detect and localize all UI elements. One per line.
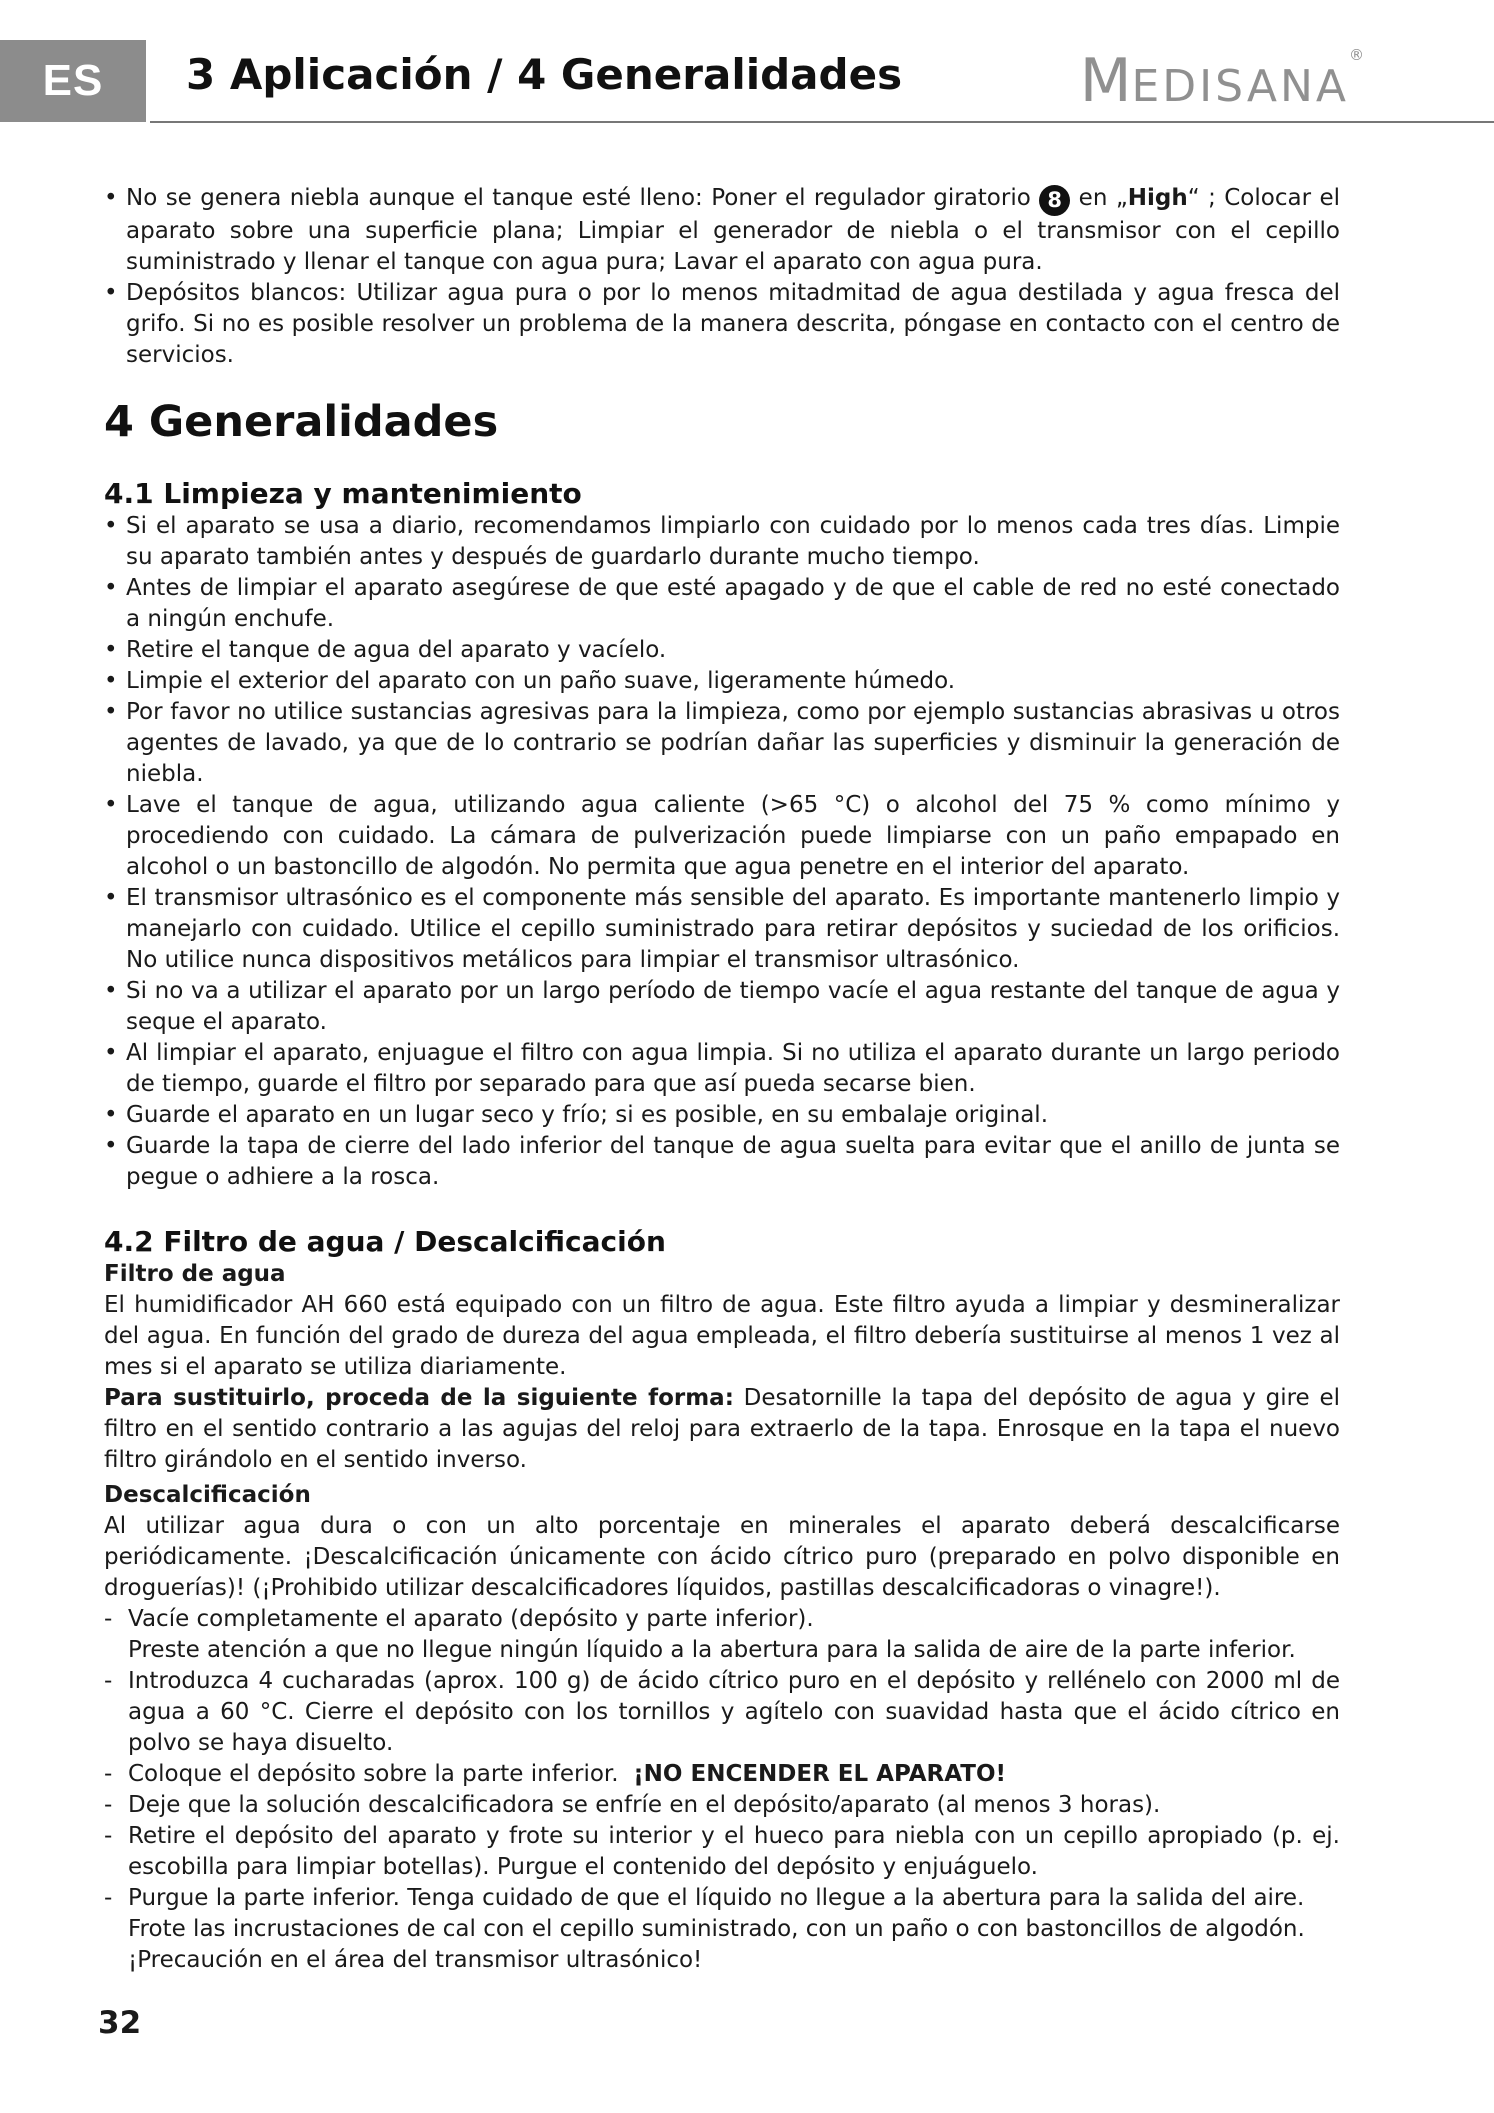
descale-heading: Descalcificación	[104, 1482, 311, 1508]
list-item: • Lave el tanque de agua, utilizando agua caliente (>65 °C) o alcohol del 75 % como mínimo y procediendo con cuidado. La cámara de pulverización puede limpiarse con un paño empapado en alcohol o un bastoncillo de algodón. No permita que agua penetre en el interior del aparato.	[104, 790, 1340, 883]
logo-rest: EDISANA	[1131, 61, 1349, 112]
bullet-text: No se genera niebla aunque el tanque esté lleno: Poner el regulador giratorio	[126, 185, 1031, 211]
cleaning-list	[104, 511, 1340, 1193]
list-item: • Al limpiar el aparato, enjuague el filtro con agua limpia. Si no utiliza el aparato durante un largo periodo de tiempo, guarde el filtro por separado para que así pueda secarse bien.	[104, 1038, 1340, 1100]
step-text: Preste atención a que no llegue ningún líquido a la abertura para la salida de aire de la parte inferior.	[128, 1637, 1296, 1663]
list-item: • Retire el tanque de agua del aparato y vacíelo.	[104, 635, 1340, 666]
control-number-badge: 8	[1039, 185, 1070, 216]
list-item	[104, 1604, 1340, 1666]
subsection-heading: 4.2 Filtro de agua / Descalcificación	[104, 1225, 666, 1258]
step-text: Vacíe completamente el aparato (depósito y parte inferior).	[128, 1606, 814, 1632]
logo-initial: M	[1079, 46, 1132, 116]
filter-heading: Filtro de agua	[104, 1261, 286, 1287]
list-item: • Guarde la tapa de cierre del lado inferior del tanque de agua suelta para evitar que el anillo de junta se pegue o adhiere a la rosca.	[104, 1131, 1340, 1193]
list-item: • Guarde el aparato en un lugar seco y frío; si es posible, en su embalaje original.	[104, 1100, 1340, 1131]
list-item	[104, 1883, 1340, 1976]
language-tab: ES	[0, 40, 146, 122]
list-item	[104, 183, 1340, 278]
list-item: • Limpie el exterior del aparato con un paño suave, ligeramente húmedo.	[104, 666, 1340, 697]
descale-steps	[104, 1604, 1340, 1976]
bullet-text: en „	[1078, 185, 1128, 211]
list-item: • Por favor no utilice sustancias agresivas para la limpieza, como por ejemplo sustancias abrasivas u otros agentes de lavado, ya que de lo contrario se podrían dañar las superficies y disminuir la generación de niebla.	[104, 697, 1340, 790]
logo-registered-mark: ®	[1349, 46, 1364, 64]
main-content	[104, 183, 1340, 1976]
step-text: Purgue la parte inferior. Tenga cuidado de que el líquido no llegue a la abertura para la salida del aire.	[128, 1885, 1305, 1911]
header-divider	[150, 121, 1494, 123]
step-text: ¡Precaución en el área del transmisor ultrasónico!	[128, 1947, 703, 1973]
descale-paragraph: Al utilizar agua dura o con un alto porcentaje en minerales el aparato deberá descalcificarse periódicamente. ¡Descalcificación únicamente con ácido cítrico puro (preparado en polvo disponible en droguerías)! (¡Prohibido utilizar descalcificadores líquidos, pastillas descalcificadoras o vinagre!).	[104, 1513, 1340, 1601]
replace-paragraph	[104, 1383, 1340, 1476]
list-item: - Retire el depósito del aparato y frote su interior y el hueco para niebla con un cepillo apropiado (p. ej. escobilla para limpiar botellas). Purgue el contenido del depósito y enjuáguelo.	[104, 1821, 1340, 1883]
page-number: 32	[98, 2005, 142, 2041]
replace-text: Desatornille la tapa del depósito de agua y gire el filtro en el sentido contrario a las agujas del reloj para extraerlo de la tapa. Enrosque en la tapa el nuevo filtro girándolo en el sentido inverso.	[104, 1385, 1340, 1473]
section-heading: 4 Generalidades	[104, 397, 499, 447]
list-item: • Si el aparato se usa a diario, recomendamos limpiarlo con cuidado por lo menos cada tres días. Limpie su aparato también antes y después de guardarlo durante mucho tiempo.	[104, 511, 1340, 573]
brand-logo	[1080, 46, 1364, 116]
list-item	[104, 1759, 1340, 1790]
page-title: 3 Aplicación / 4 Generalidades	[186, 50, 903, 99]
list-item: - Introduzca 4 cucharadas (aprox. 100 g) de ácido cítrico puro en el depósito y rellénelo con 2000 ml de agua a 60 °C. Cierre el depósito con los tornillos y agítelo con suavidad hasta que el ácido cítrico en polvo se haya disuelto.	[104, 1666, 1340, 1759]
list-item: - Deje que la solución descalcificadora se enfríe en el depósito/aparato (al menos 3 horas).	[104, 1790, 1340, 1821]
setting-high: High	[1127, 185, 1188, 211]
list-item: • El transmisor ultrasónico es el componente más sensible del aparato. Es importante mantenerlo limpio y manejarlo con cuidado. Utilice el cepillo suministrado para retirar depósitos y suciedad de los orificios. No utilice nunca dispositivos metálicos para limpiar el transmisor ultrasónico.	[104, 883, 1340, 976]
list-item: • Antes de limpiar el aparato asegúrese de que esté apagado y de que el cable de red no esté conectado a ningún enchufe.	[104, 573, 1340, 635]
replace-lead: Para sustituirlo, proceda de la siguiente forma:	[104, 1385, 734, 1411]
step-text: Coloque el depósito sobre la parte inferior.	[128, 1761, 619, 1787]
list-item: • Depósitos blancos: Utilizar agua pura o por lo menos mitadmitad de agua destilada y agua fresca del grifo. Si no es posible resolver un problema de la manera descrita, póngase en contacto con el centro de servicios.	[104, 278, 1340, 371]
step-text: Frote las incrustaciones de cal con el cepillo suministrado, con un paño o con bastoncillos de algodón.	[128, 1916, 1305, 1942]
list-item: • Si no va a utilizar el aparato por un largo período de tiempo vacíe el agua restante del tanque de agua y seque el aparato.	[104, 976, 1340, 1038]
subsection-heading: 4.1 Limpieza y mantenimiento	[104, 477, 582, 510]
filter-paragraph: El humidificador AH 660 está equipado con un filtro de agua. Este filtro ayuda a limpiar y desmineralizar del agua. En función del grado de dureza del agua empleada, el filtro debería sustituirse al menos 1 vez al mes si el aparato se utiliza diariamente.	[104, 1292, 1340, 1380]
bullet-text: “ ; Colocar el aparato sobre una superficie plana; Limpiar el generador de niebla o el transmisor con el cepillo suministrado y llenar el tanque con agua pura; Lavar el aparato con agua pura.	[126, 185, 1341, 275]
warning-text: ¡NO ENCENDER EL APARATO!	[633, 1761, 1006, 1787]
intro-list	[104, 183, 1340, 371]
